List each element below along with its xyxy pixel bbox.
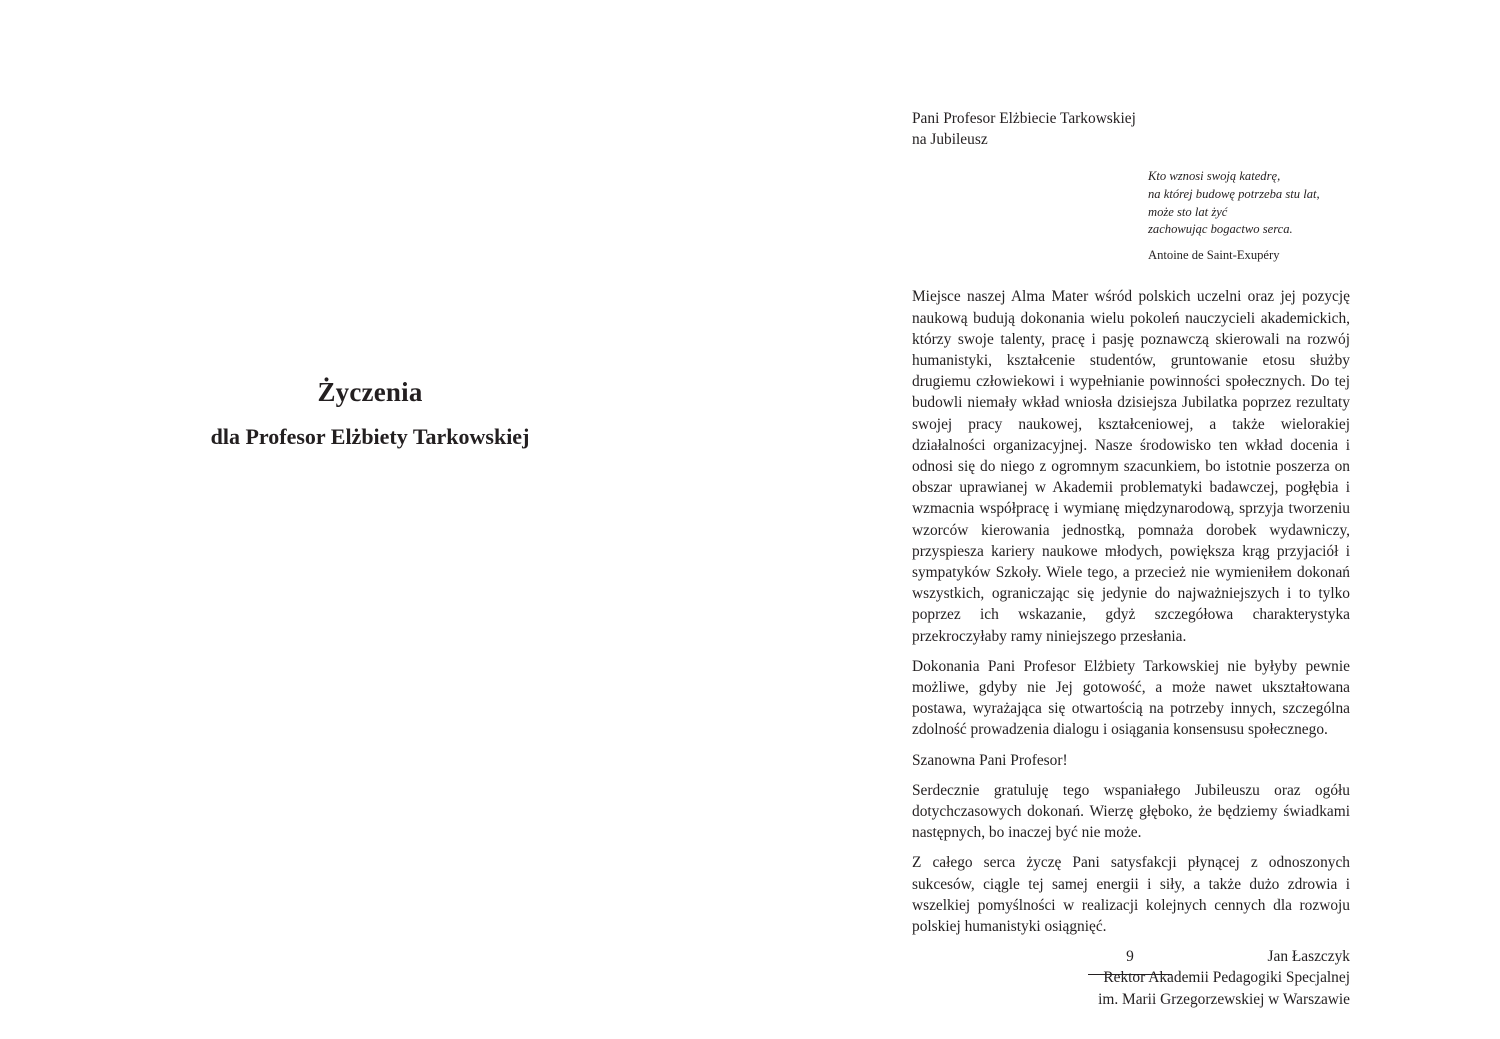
text-column [912, 108, 1350, 1010]
dedication [912, 108, 1350, 150]
epigraph [1148, 168, 1348, 264]
salutation: Szanowna Pani Profesor! [912, 751, 1068, 769]
epigraph-line: może sto lat żyć [1148, 204, 1228, 219]
epigraph-quote [1148, 168, 1348, 238]
page-title: Życzenia [317, 377, 423, 407]
title-block [130, 374, 610, 452]
dedication-line: na Jubileusz [912, 131, 988, 149]
paragraph: Dokonania Pani Profesor Elżbiety Tarkowskiej nie byłyby pewnie możliwe, gdyby nie Jej gotowość, a może nawet ukształtowana postawa, wyrażająca się otwartością na potrzeby innych, szczególna zdolność prowadzenia dialogu i osiągania konsensusu społecznego. [912, 657, 1350, 739]
paragraph: Z całego serca życzę Pani satysfakcji płynącej z odnoszonych sukcesów, ciągle tej samej energii i siły, a także dużo zdrowia i wszelkiej pomyślności w realizacji kolejnych cennych dla rozwoju polskiej humanistyki osiągnięć. [912, 854, 1350, 936]
epigraph-author: Antoine de Saint-Exupéry [1148, 247, 1280, 262]
paragraph: Miejsce naszej Alma Mater wśród polskich uczelni oraz jej pozycję naukową budują dokonania wielu pokoleń nauczycieli akademickich, którzy swoje talenty, pracę i pasję poznawczą skierowali na rozwój humanistyki, kształcenie studentów, gruntowanie etosu służby drugiemu człowiekowi i wypełnianie powinności społecznych. Do tej budowli niemały wkład wniosła dzisiejsza Jubilatka poprzez rezultaty swojej pracy naukowej, kształceniowej, a także wielorakiej działalności organizacyjnej. Nasze środowisko ten wkład docenia i odnosi się do niego z ogromnym szacunkiem, bo istotnie poszerza on obszar uprawianej w Akademii problematyki badawczej, pogłębia i wzmacnia współpracę i wymianę międzynarodową, sprzyja tworzeniu wzorców kierowania jednostką, pomnaża dorobek wydawniczy, przyspiesza kariery naukowe młodych, powiększa krąg przyjaciół i sympatyków Szkoły. Wiele tego, a przecież nie wymieniłem dokonań wszystkich, ograniczając się jedynie do najważniejszych i to tylko poprzez ich wskazanie, gdyż szczegółowa charakterystyka przekroczyłaby ramy niniejszego przesłania. [912, 288, 1350, 645]
page-number-rule [1088, 974, 1172, 975]
dedication-line: Pani Profesor Elżbiecie Tarkowskiej [912, 110, 1136, 127]
signature-name: Jan Łaszczyk [1267, 948, 1350, 966]
right-page [750, 0, 1500, 1039]
signature-title: Rektor Akademii Pedagogiki Specjalnej [1103, 969, 1350, 987]
epigraph-line: na której budowę potrzeba stu lat, [1148, 187, 1320, 201]
page-number: 9 [1126, 948, 1134, 965]
signature-institution: im. Marii Grzegorzewskiej w Warszawie [1098, 990, 1350, 1008]
letter-body [912, 286, 1350, 937]
page-subtitle: dla Profesor Elżbiety Tarkowskiej [210, 424, 530, 449]
paragraph: Serdecznie gratuluję tego wspaniałego Jubileuszu oraz ogółu dotychczasowych dokonań. Wierzę głęboko, że będziemy świadkami następnych, bo inaczej być nie może. [912, 781, 1350, 842]
epigraph-line: zachowując bogactwo serca. [1148, 222, 1293, 237]
epigraph-line: Kto wznosi swoją katedrę, [1148, 169, 1281, 184]
